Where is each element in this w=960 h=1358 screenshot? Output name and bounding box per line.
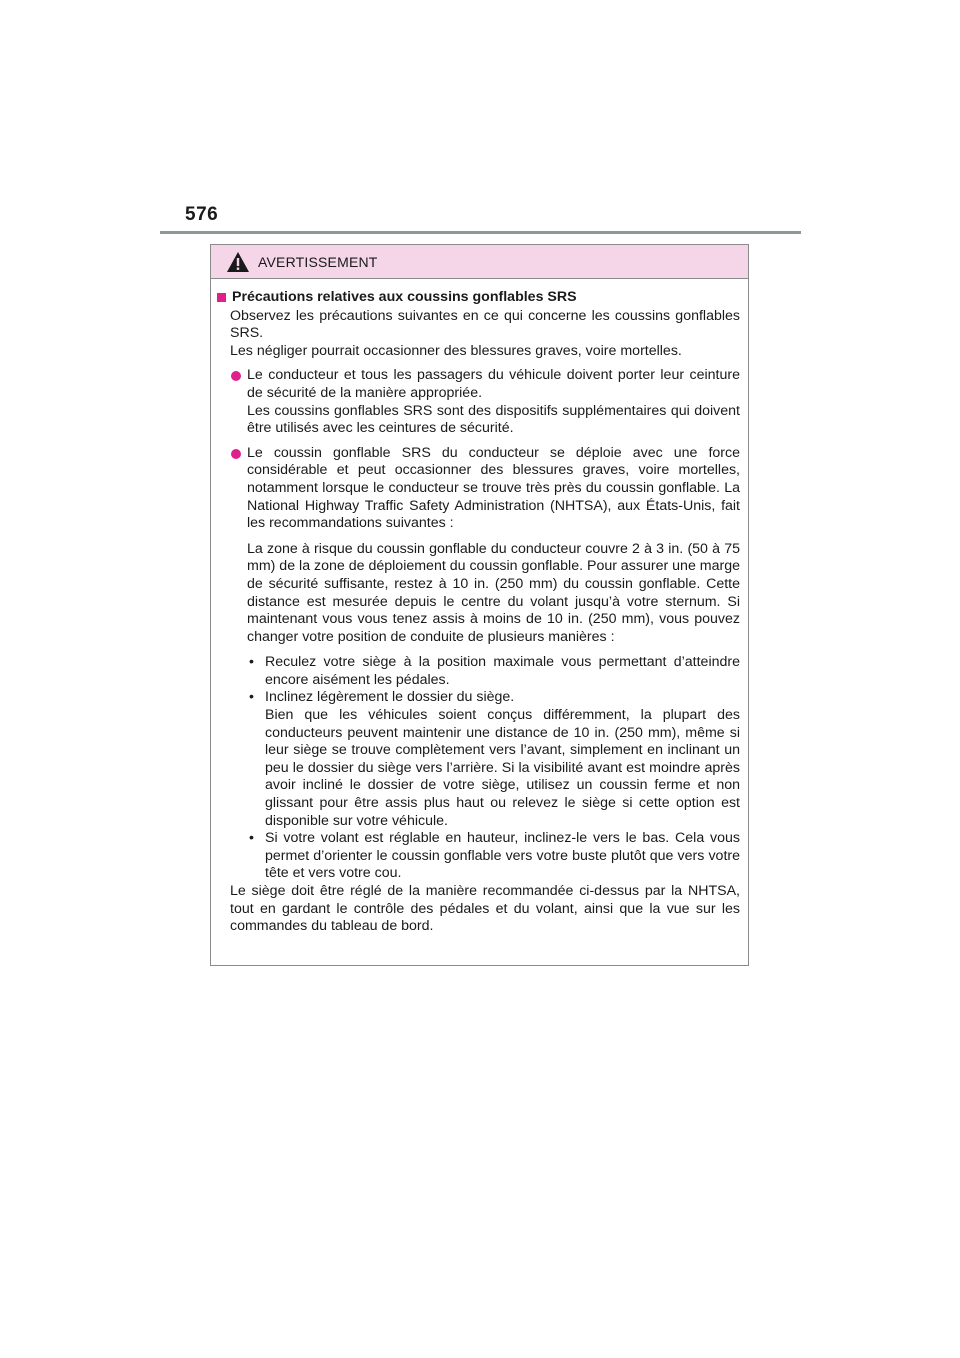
bullet-seatbelt-text-2: Les coussins gonflables SRS sont des dispositifs supplémentaires qui doivent être utilisés avec les ceintures de sécurité. [247, 402, 740, 437]
sub-item-steering [247, 830, 740, 883]
round-bullet-icon [231, 371, 241, 381]
bullet-seatbelt-text: Le conducteur et tous les passagers du véhicule doivent porter leur ceinture de sécurité de la manière appropriée. [247, 367, 740, 401]
round-bullet-icon [231, 449, 241, 459]
sub-item-seat-back-text: Reculez votre siège à la position maximale vous permettant d’atteindre encore aisément les pédales. [265, 654, 740, 688]
intro-paragraph-1: Observez les précautions suivantes en ce qui concerne les coussins gonflables SRS. [230, 307, 740, 342]
page-number: 576 [185, 204, 219, 225]
header-rule [160, 231, 801, 234]
warning-header [211, 245, 748, 279]
square-bullet-icon [217, 293, 226, 302]
bullet-driver-airbag-text: Le coussin gonflable SRS du conducteur se déploie avec une force considérable et peut occasionner des blessures graves, voire mortelles, notamment lorsque le conducteur se trouve très près du coussin gonflable. La National Highway Traffic Safety Administration (NHTSA), aux États-Unis, fait les recommandations suivantes : [247, 444, 740, 532]
warning-box [210, 244, 749, 966]
closing-paragraph: Le siège doit être réglé de la manière recommandée ci-dessus par la NHTSA, tout en gardant le contrôle des pédales et du volant, ainsi que la vue sur les commandes du tableau de bord. [230, 883, 740, 935]
warning-title: AVERTISSEMENT [258, 253, 378, 270]
sub-item-seat-back [247, 654, 740, 689]
risk-zone-paragraph: La zone à risque du coussin gonflable du conducteur couvre 2 à 3 in. (50 à 75 mm) de la zone de déploiement du coussin gonflable. Pour assurer une marge de sécurité suffisante, restez à 10 in. (250 mm) du coussin gonflable. Cette distance est mesurée depuis le centre du volant jusqu’à votre sternum. Si maintenant vous vous tenez assis à moins de 10 in. (250 mm), vous pouvez changer votre position de conduite de plusieurs manières : [247, 540, 740, 645]
intro-paragraph-2: Les négliger pourrait occasionner des blessures graves, voire mortelles. [230, 342, 682, 359]
sub-item-recline [247, 689, 740, 830]
sub-bullet-marker: • [249, 654, 254, 671]
sub-item-steering-text: Si votre volant est réglable en hauteur, inclinez-le vers le bas. Cela vous permet d’orienter le coussin gonflable vers votre buste plutôt que vers votre tête et vers votre cou. [265, 830, 740, 882]
sub-bullet-marker: • [249, 830, 254, 847]
section-title [217, 289, 740, 307]
sub-item-recline-detail: Bien que les véhicules soient conçus différemment, la plupart des conducteurs peuvent maintenir une distance de 10 in. (250 mm), même si leur siège se trouve complètement vers l’avant, simplement en inclinant un peu le dossier du siège vers l’arrière. Si la visibilité avant est moindre après avoir incliné le dossier de votre siège, utilisez un coussin ferme et non glissant pour être assis plus haut ou relevez le siège si cette option est disponible sur votre véhicule. [265, 707, 740, 829]
sub-item-recline-text: Inclinez légèrement le dossier du siège. [265, 689, 515, 706]
sub-bullet-marker: • [249, 689, 254, 706]
bullet-seatbelt [231, 367, 740, 437]
bullet-driver-airbag [231, 445, 740, 533]
warning-triangle-icon [226, 251, 250, 273]
section-title-text: Précautions relatives aux coussins gonflables SRS [232, 289, 577, 305]
warning-body [211, 279, 748, 936]
